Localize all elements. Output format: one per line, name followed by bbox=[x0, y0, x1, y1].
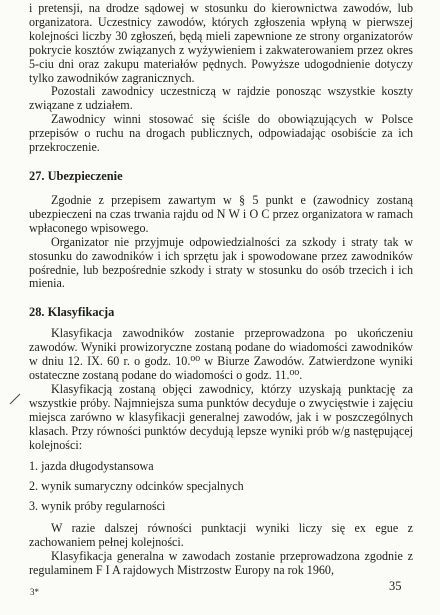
section-27-heading: 27. Ubezpieczenie bbox=[29, 168, 123, 183]
list-item: 2. wynik sumaryczny odcinków specjalnych bbox=[29, 479, 244, 494]
list-item: 1. jazda długodystansowa bbox=[29, 459, 154, 474]
section-27-paragraph-2: Organizator nie przyjmuje odpowiedzialności za szkody i straty tak w stosunku do zawodników i ich sprzętu jak i spowodowane przez zawodników pośrednie, lub bezpośrednie szkody i straty w stosunku do osób trzecich i ich mienia. bbox=[29, 234, 413, 291]
intro-paragraph-2: Pozostali zawodnicy uczestniczą w rajdzie ponosząc wszystkie koszty związane z udziałem. bbox=[29, 84, 413, 113]
signature-mark: 3* bbox=[30, 587, 39, 597]
section-28-paragraph-4: Klasyfikacja generalna w zawodach zostanie przeprowadzona zgodnie z regulaminem F I A rajdowych Mistrzostw Europy na rok 1960, bbox=[29, 549, 413, 577]
tiebreak-order-list bbox=[29, 460, 413, 514]
section-28-paragraph-3: W razie dalszej równości punktacji wyniki liczy się ex egue z zachowaniem pełnej kolejności. bbox=[29, 521, 413, 550]
section-28-paragraph-2: Klasyfikacją zostaną objęci zawodnicy, którzy uzyskają punktację za wszystkie próby. Najmniejsza suma punktów decyduje o zwycięstwie i zajęciu miejsca zarówno w klasyfikacji generalnej zawodów, jak i w poszczególnych klasach. Przy równości punktów decydują lepsze wyniki prób w/g następującej kolejności: bbox=[29, 381, 413, 452]
section-28-paragraph-1: Klasyfikacja zawodników zostanie przeprowadzona po ukończeniu zawodów. Wyniki prowizoryczne zostaną podane do wiadomości zawodników w dniu 12. IX. 60 r. o godz. 10.⁰⁰ w Biurze Zawodów. Zatwierdzone wyniki ostateczne zostaną podane do wiadomości o godz. 11.⁰⁰. bbox=[29, 326, 413, 383]
intro-paragraph-1: i pretensji, na drodze sądowej w stosunku do kierownictwa zawodów, lub organizatora. Uczestnicy zawodów, których zgłoszenia wpłyną w pierwszej kolejności liczby 30 zgłoszeń, będą mieli zapewnione ze strony organizatorów pokrycie kosztów związanych z wyżywieniem i zakwaterowaniem przez okres 5-ciu dni oraz zakupu materiałów pędnych. Powyższe udogodnienie dotyczy tylko zawodników zagranicznych. bbox=[29, 1, 413, 85]
page-number: 35 bbox=[389, 579, 402, 593]
page-content bbox=[29, 2, 413, 578]
section-28-heading: 28. Klasyfikacja bbox=[29, 305, 115, 320]
margin-pencil-mark bbox=[9, 393, 21, 405]
section-27-paragraph-1: Zgodnie z przepisem zawartym w § 5 punkt e (zawodnicy zostaną ubezpieczeni na czas trwania rajdu od N W i O C przez organizatora w ramach wpłaconego wpisowego. bbox=[29, 192, 413, 235]
intro-paragraph-3: Zawodnicy winni stosować się ściśle do obowiązujących w Polsce przepisów o ruchu na drogach publicznych, odpowiadając osobiście za ich przekroczenie. bbox=[29, 112, 413, 155]
list-item: 3. wynik próby regularności bbox=[29, 499, 166, 514]
